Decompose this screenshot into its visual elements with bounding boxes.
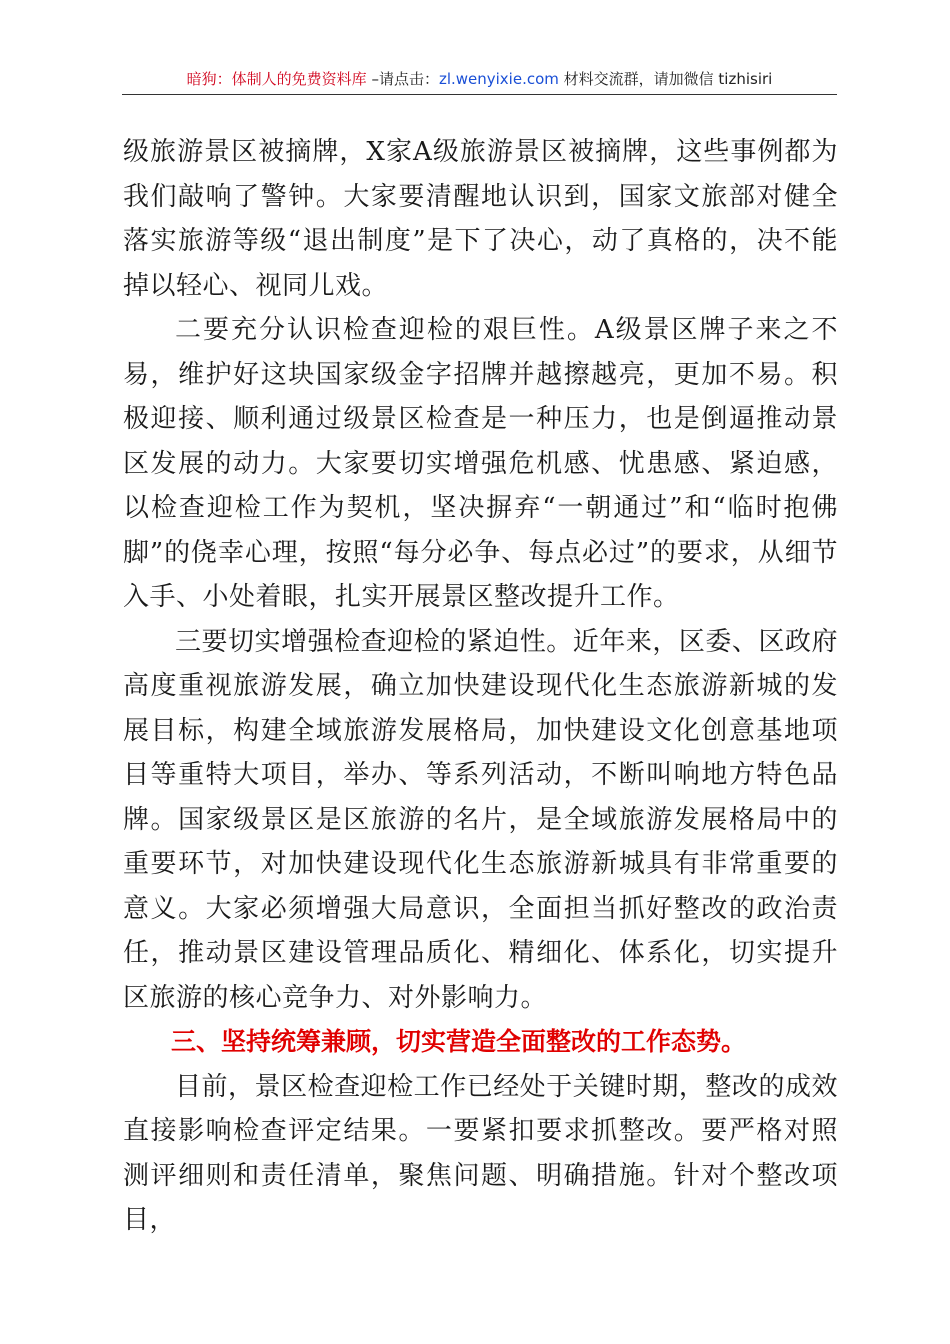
document-body — [123, 130, 838, 1243]
paragraph-3: 三要切实增强检查迎检的紧迫性。近年来，区委、区政府高度重视旅游发展，确立加快建设现代化生态旅游新城的发展目标，构建全域旅游发展格局，加快建设文化创意基地项目等重特大项目，举办、等系列活动，不断叫响地方特色品牌。国家级景区是区旅游的名片，是全域旅游发展格局中的重要环节，对加快建设现代化生态旅游新城具有非常重要的意义。大家必须增强大局意识，全面担当抓好整改的政治责任，推动景区建设管理品质化、精细化、体系化，切实提升区旅游的核心竞争力、对外影响力。 — [123, 626, 838, 1013]
header-divider — [122, 94, 837, 95]
header-wechat-note: 材料交流群，请加微信 tizhisiri — [558, 70, 773, 88]
paragraph-2: 二要充分认识检查迎检的艰巨性。A级景区牌子来之不易，维护好这块国家级金字招牌并越擦越亮，更加不易。积极迎接、顺利通过级景区检查是一种压力，也是倒逼推动景区发展的动力。大家要切实增强危机感、忧患感、紧迫感，以检查迎检工作为契机，坚决摒弃“一朝通过”和“临时抱佛脚”的侥幸心理，按照“每分必争、每点必过”的要求，从细节入手、小处着眼，扎实开展景区整改提升工作。 — [123, 315, 838, 612]
header-link[interactable]: zl.wenyixie.com — [438, 70, 559, 88]
section-heading: 三、坚持统筹兼顾，切实营造全面整改的工作态势。 — [171, 1027, 747, 1056]
page-header — [122, 66, 837, 92]
paragraph-4: 目前，景区检查迎检工作已经处于关键时期，整改的成效直接影响检查评定结果。一要紧扣要求抓整改。要严格对照测评细则和责任清单，聚焦问题、明确措施。针对个整改项目， — [123, 1071, 838, 1235]
header-click-prompt: –请点击： — [366, 70, 439, 88]
paragraph-1: 级旅游景区被摘牌，X家A级旅游景区被摘牌，这些事例都为我们敲响了警钟。大家要清醒地认识到，国家文旅部对健全落实旅游等级“退出制度”是下了决心，动了真格的，决不能掉以轻心、视同儿戏。 — [123, 137, 838, 301]
header-site-name: 暗狗：体制人的免费资料库 — [186, 70, 367, 88]
